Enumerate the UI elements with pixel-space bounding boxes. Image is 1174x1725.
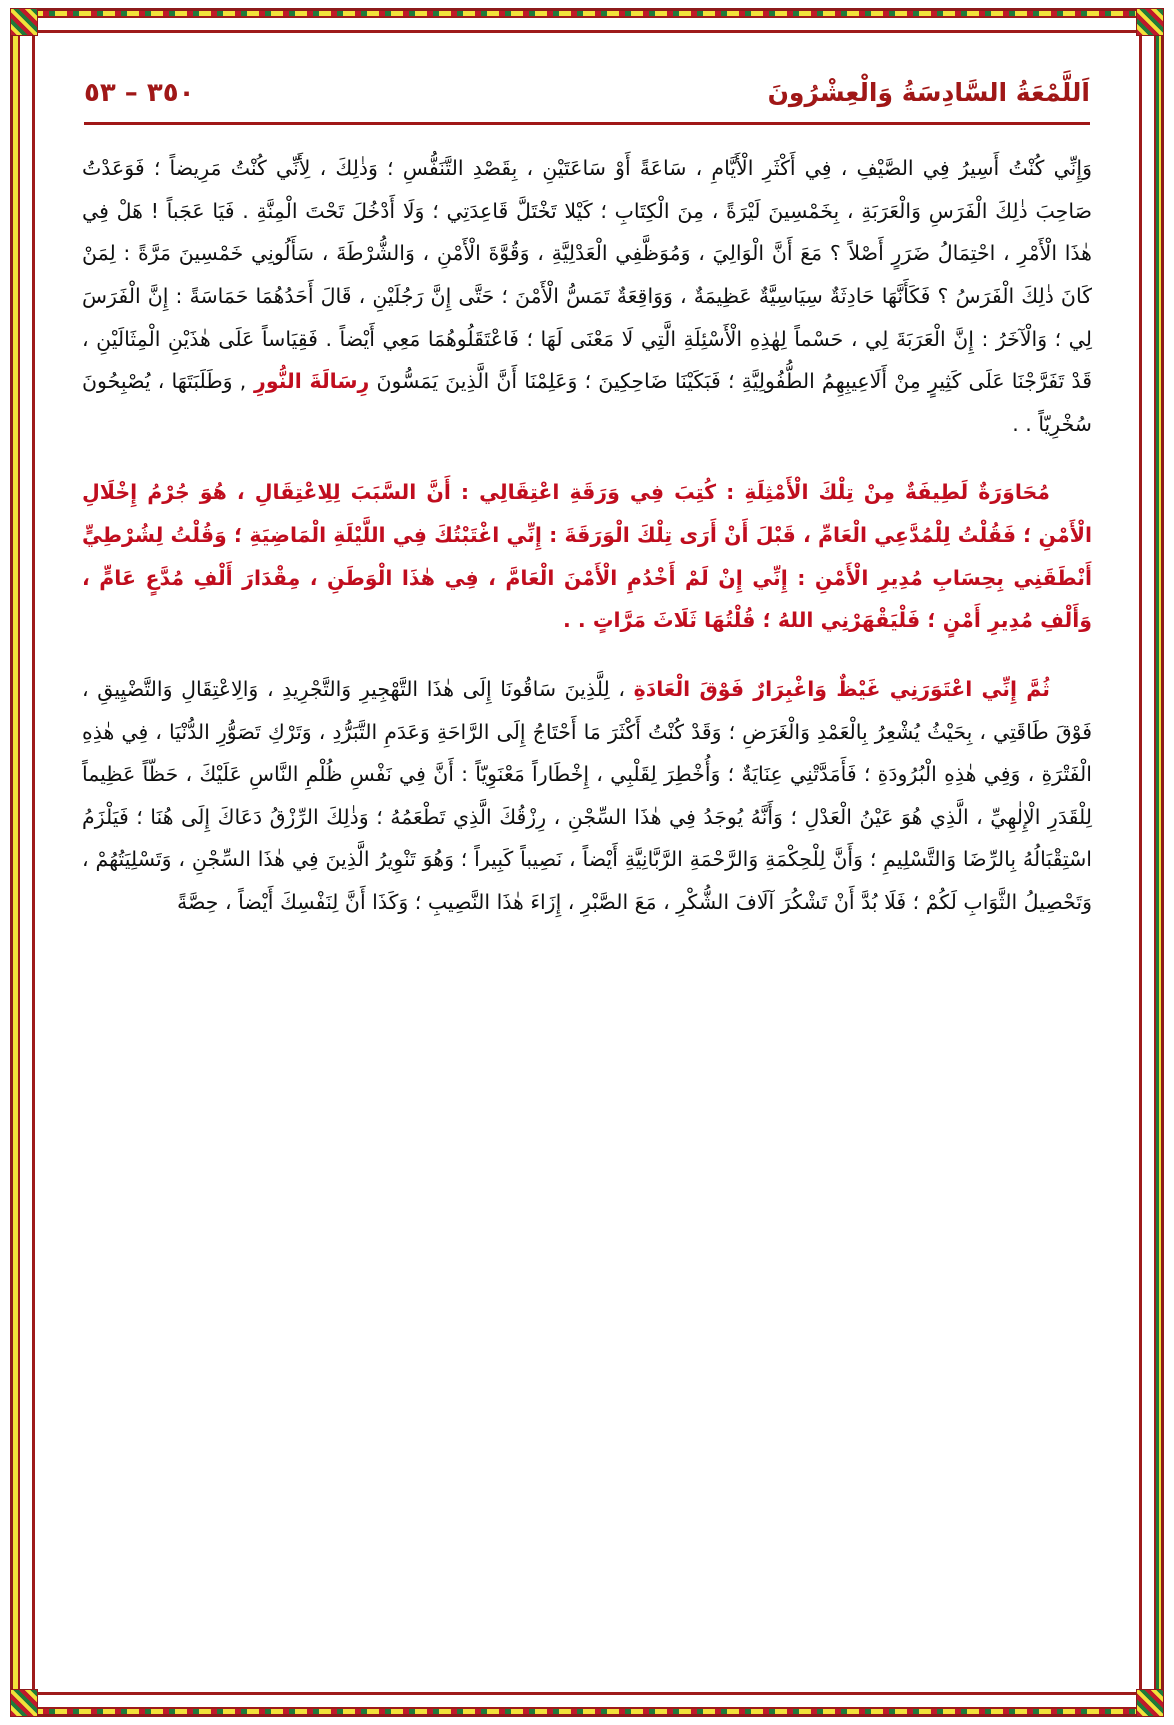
page-header (72, 72, 1102, 108)
paragraph-2: مُحَاوَرَةٌ لَطِيفَةٌ مِنْ تِلْكَ الْأَمْثِلَةِ : كُتِبَ فِي وَرَقَةِ اعْتِقَالِي : أَنَّ السَّبَبَ لِلِاعْتِقَالِ ، هُوَ جُرْمُ إِخْلَالِ الْأَمْنِ ؛ فَقُلْتُ لِلْمُدَّعِي الْعَامِّ ، قَبْلَ أَنْ أَرَى تِلْكَ الْوَرَقَةَ : إِنِّي اغْتَبْتُكَ فِي اللَّيْلَةِ الْمَاضِيَةِ ؛ وَقُلْتُ لِشُرْطِيٍّ أَنْطَقَنِي بِحِسَابِ مُدِيرِ الْأَمْنِ : إِنِّي إِنْ لَمْ أَخْدُمِ الْأَمْنَ الْعَامَّ ، فِي هٰذَا الْوَطَنِ ، مِقْدَارَ أَلْفِ مُدَّعٍ عَامٍّ ، وَأَلْفِ مُدِيرِ أَمْنٍ ؛ فَلْيَقْهَرْنِي اللهُ ؛ قُلْتُهَا ثَلَاثَ مَرَّاتٍ . . (82, 480, 1092, 633)
body-text (72, 147, 1102, 924)
paragraph-3-text: ، لِلَّذِينَ سَاقُونَا إِلَى هٰذَا التَّهْجِيرِ وَالتَّجْرِيدِ ، وَالِاعْتِقَالِ وَالتَّضْيِيقِ ، فَوْقَ طَاقَتِي ، بِحَيْثُ يُشْعِرُ بِالْعَمْدِ وَالْغَرَضِ ؛ وَقَدْ كُنْتُ أَكْثَرَ مَا أَحْتَاجُ إِلَى الرَّاحَةِ وَعَدَمِ التَّبَرُّدِ ، وَتَرْكِ تَصَوُّرِ الدُّنْيَا ، فِي هٰذِهِ الْفَتْرَةِ ، وَفِي هٰذِهِ الْبُرُودَةِ ؛ فَأَمَدَّتْنِي عِنَايَةٌ ؛ وَأُخْطِرَ لِقَلْبِي ، إِخْطَاراً مَعْنَوِيّاً : أَنَّ فِي نَفْسِ ظُلْمِ النَّاسِ عَلَيْكَ ، حَظّاً عَظِيماً لِلْقَدَرِ الْإِلٰهِيِّ ، الَّذِي هُوَ عَيْنُ الْعَدْلِ ؛ وَأَنَّهُ يُوجَدُ فِي هٰذَا السِّجْنِ ، رِزْقُكَ الَّذِي تَطْعَمُهُ ؛ وَذٰلِكَ الرِّزْقُ دَعَاكَ إِلَى هُنَا ؛ فَيَلْزَمُ اسْتِقْبَالُهُ بِالرِّضَا وَالتَّسْلِيمِ ؛ وَأَنَّ لِلْحِكْمَةِ وَالرَّحْمَةِ الرَّبَّانِيَّةِ أَيْضاً ، نَصِيباً كَبِيراً ؛ وَهُوَ تَنْوِيرُ الَّذِينَ فِي هٰذَا السِّجْنِ ، وَتَسْلِيَتُهُمْ ، وَتَحْصِيلُ الثَّوَابِ لَكُمْ ؛ فَلَا بُدَّ أَنْ تَشْكُرَ آلَافَ الشُّكْرِ ، مَعَ الصَّبْرِ ، إِزَاءَ هٰذَا النَّصِيبِ ؛ وَكَذَا أَنَّ لِنَفْسِكَ أَيْضاً ، حِصَّةً (82, 676, 1092, 914)
corner-ornament-top-right (1136, 8, 1164, 36)
paragraph-1-highlight: رِسَالَةَ النُّورِ (246, 369, 370, 394)
corner-ornament-bottom-left (10, 1689, 38, 1717)
paragraph-3 (82, 668, 1092, 924)
paragraph-1-text: وَإِنِّي كُنْتُ أَسِيرُ فِي الصَّيْفِ ، فِي أَكْثَرِ الْأَيَّامِ ، سَاعَةً أَوْ سَاعَتَيْنِ ، بِقَصْدِ التَّنَفُّسِ ؛ وَذٰلِكَ ، لِأَنِّي كُنْتُ مَرِيضاً ؛ فَوَعَدْتُ صَاحِبَ ذٰلِكَ الْفَرَسِ وَالْعَرَبَةِ ، بِخَمْسِينَ لَيْرَةً ، مِنَ الْكِتَابِ ؛ كَيْلا تَخْتَلَّ قَاعِدَتِي ؛ وَلَا أَدْخُلَ تَحْتَ الْمِنَّةِ . فَيَا عَجَباً ! هَلْ فِي هٰذَا الْأَمْرِ ، احْتِمَالُ ضَرَرٍ أَصْلاً ؟ مَعَ أَنَّ الْوَالِيَ ، وَمُوَظَّفِي الْعَدْلِيَّةِ ، وَقُوَّةَ الْأَمْنِ ، وَالشُّرْطَةَ ، سَأَلُونِي خَمْسِينَ مَرَّةً : لِمَنْ كَانَ ذٰلِكَ الْفَرَسُ ؟ فَكَأَنَّهَا حَادِثَةٌ سِيَاسِيَّةٌ عَظِيمَةٌ ، وَوَاقِعَةٌ تَمَسُّ الْأَمْنَ ؛ حَتَّى إِنَّ رَجُلَيْنِ ، قَالَ أَحَدُهُمَا حَمَاسَةً : إِنَّ الْفَرَسَ لِي ؛ وَالْآخَرُ : إِنَّ الْعَرَبَةَ لِي ، حَسْماً لِهٰذِهِ الْأَسْئِلَةِ الَّتِي لَا مَعْنَى لَهَا ؛ فَاعْتَقَلُوهُمَا مَعِي أَيْضاً . فَقِيَاساً عَلَى هٰذَيْنِ الْمِثَالَيْنِ ، قَدْ تَفَرَّجْنَا عَلَى كَثِيرٍ مِنْ أَلَاعِيبِهِمُ الطُّفُولِيَّةِ ؛ فَبَكَيْنَا ضَاحِكِينَ ؛ وَعَلِمْنَا أَنَّ الَّذِينَ يَمَسُّونَ (82, 156, 1092, 394)
page-number: ٣٥٠ – ٥٣ (84, 78, 195, 108)
corner-ornament-top-left (10, 8, 38, 36)
paragraph-1 (82, 147, 1092, 445)
corner-ornament-bottom-right (1136, 1689, 1164, 1717)
paragraph-3-highlight: ثُمَّ إِنِّي اعْتَوَرَنِي غَيْظٌ وَاغْبِرَارٌ فَوْقَ الْعَادَةِ (633, 676, 1050, 701)
paragraph-1-text-continued: , وَطَلَبَتَهَا ، يُصْبِحُونَ سُخْرِيّاً . . (82, 369, 1092, 436)
header-divider (84, 122, 1090, 125)
page-content (50, 50, 1124, 1673)
chapter-title: اَللَّمْعَةُ السَّادِسَةُ وَالْعِشْرُونَ (767, 78, 1090, 107)
